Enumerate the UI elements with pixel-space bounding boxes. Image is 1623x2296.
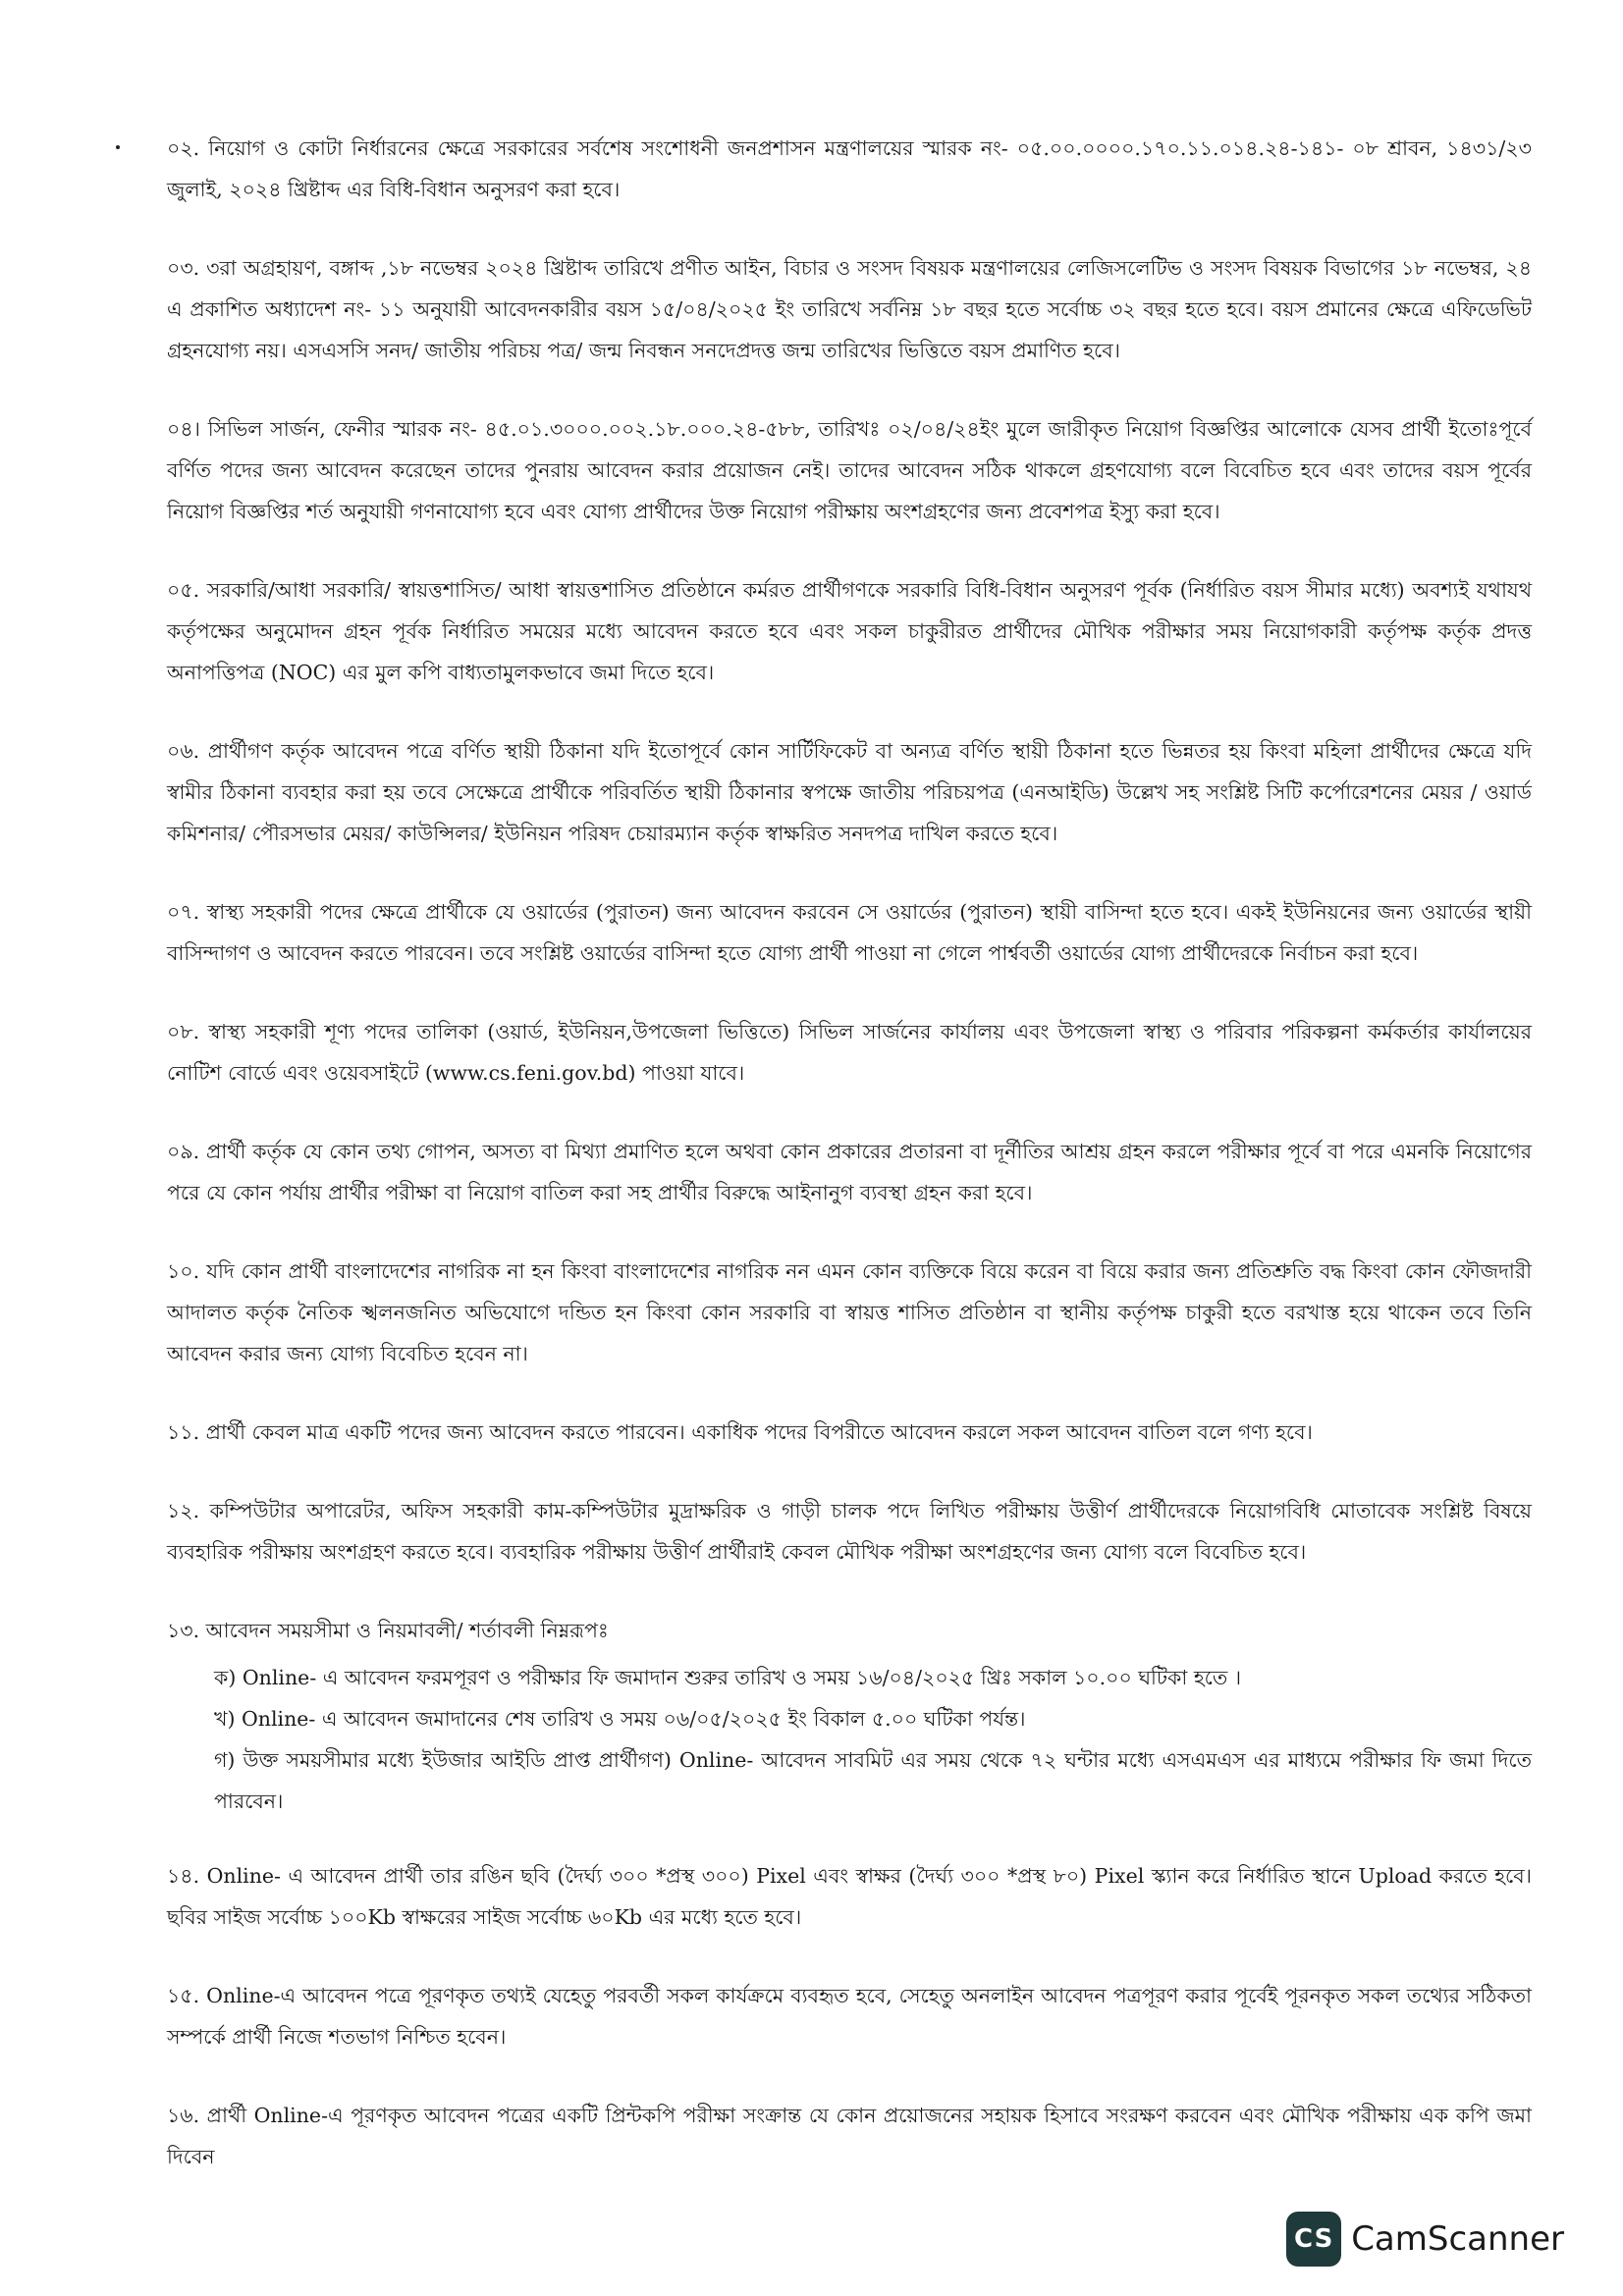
document-body: [167, 128, 1532, 2215]
clause-11: ১১. প্রার্থী কেবল মাত্র একটি পদের জন্য আবেদন করতে পারবেন। একাধিক পদের বিপরীতে আবেদন করলে সকল আবেদন বাতিল বলে গণ্য হবে।: [167, 1420, 1313, 1444]
clause-13: [167, 1610, 1532, 1822]
camscanner-label: CamScanner: [1351, 2219, 1564, 2259]
clause-13-item-ka: ক) Online- এ আবেদন ফরমপূরণ ও পরীক্ষার ফি জমাদান শুরুর তারিখ ও সময় ১৬/০৪/২০২৫ খ্রিঃ সকাল ১০.০০ ঘটিকা হতে ।: [214, 1666, 1242, 1689]
clause-12: ১২. কম্পিউটার অপারেটর, অফিস সহকারী কাম-কম্পিউটার মুদ্রাক্ষরিক ও গাড়ী চালক পদে লিখিত পরীক্ষায় উত্তীর্ণ প্রার্থীদেরকে নিয়োগবিধি মোতাবেক সংশ্লিষ্ট বিষয়ে ব্যবহারিক পরীক্ষায় অংশগ্রহণ করতে হবে। ব্যবহারিক পরীক্ষায় উত্তীর্ণ প্রার্থীরাই কেবল মৌখিক পরীক্ষা অংশগ্রহণের জন্য যোগ্য বলে বিবেচিত হবে।: [167, 1499, 1532, 1564]
clause-09: ০৯. প্রার্থী কর্তৃক যে কোন তথ্য গোপন, অসত্য বা মিথ্যা প্রমাণিত হলে অথবা কোন প্রকারের প্রতারনা বা দূর্নীতির আশ্রয় গ্রহন করলে পরীক্ষার পূর্বে বা পরে এমনকি নিয়োগের পরে যে কোন পর্যায় প্রার্থীর পরীক্ষা বা নিয়োগ বাতিল করা সহ প্রার্থীর বিরুদ্ধে আইনানুগ ব্যবস্থা গ্রহন করা হবে।: [167, 1140, 1532, 1204]
clause-13-item-kha: খ) Online- এ আবেদন জমাদানের শেষ তারিখ ও সময় ০৬/০৫/২০২৫ ইং বিকাল ৫.০০ ঘটিকা পর্যন্ত।: [214, 1707, 1026, 1731]
camscanner-watermark: [1286, 2212, 1564, 2267]
clause-13-heading: ১৩. আবেদন সময়সীমা ও নিয়মাবলী/ শর্তাবলী নিম্নরূপঃ: [167, 1619, 609, 1642]
clause-08: ০৮. স্বাস্থ্য সহকারী শূণ্য পদের তালিকা (ওয়ার্ড, ইউনিয়ন,উপজেলা ভিত্তিতে) সিভিল সার্জনের কার্যালয় এবং উপজেলা স্বাস্থ্য ও পরিবার পরিকল্পনা কর্মকর্তার কার্যালয়ের নোটিশ বোর্ডে এবং ওয়েবসাইটে (www.cs.feni.gov.bd) পাওয়া যাবে।: [167, 1020, 1532, 1085]
clause-06: ০৬. প্রার্থীগণ কর্তৃক আবেদন পত্রে বর্ণিত স্থায়ী ঠিকানা যদি ইতোপূর্বে কোন সার্টিফিকেট বা অন্যত্র বর্ণিত স্থায়ী ঠিকানা হতে ভিন্নতর হয় কিংবা মহিলা প্রার্থীদের ক্ষেত্রে যদি স্বামীর ঠিকানা ব্যবহার করা হয় তবে সেক্ষেত্রে প্রার্থীকে পরিবর্তিত স্থায়ী ঠিকানার স্বপক্ষে জাতীয় পরিচয়পত্র (এনআইডি) উল্লেখ সহ সংশ্লিষ্ট সিটি কর্পোরেশনের মেয়র / ওয়ার্ড কমিশনার/ পৌরসভার মেয়র/ কাউন্সিলর/ ইউনিয়ন পরিষদ চেয়ারম্যান কর্তৃক স্বাক্ষরিত সনদপত্র দাখিল করতে হবে।: [167, 739, 1532, 845]
clause-02: ০২. নিয়োগ ও কোটা নির্ধারনের ক্ষেত্রে সরকারের সর্বশেষ সংশোধনী জনপ্রশাসন মন্ত্রণালয়ের স্মারক নং- ০৫.০০.০০০০.১৭০.১১.০১৪.২৪-১৪১- ০৮ শ্রাবন, ১৪৩১/২৩ জুলাই, ২০২৪ খ্রিষ্টাব্দ এর বিধি-বিধান অনুসরণ করা হবে।: [167, 136, 1532, 201]
clause-13-item-ga: গ) উক্ত সময়সীমার মধ্যে ইউজার আইডি প্রাপ্ত প্রার্থীগণ) Online- আবেদন সাবমিট এর সময় থেকে ৭২ ঘন্টার মধ্যে এসএমএস এর মাধ্যমে পরীক্ষার ফি জমা দিতে পারবেন।: [214, 1748, 1532, 1813]
clause-14: ১৪. Online- এ আবেদন প্রার্থী তার রঙিন ছবি (দৈর্ঘ্য ৩০০ *প্রস্থ ৩০০) Pixel এবং স্বাক্ষর (দৈর্ঘ্য ৩০০ *প্রস্থ ৮০) Pixel স্ক্যান করে নির্ধারিত স্থানে Upload করতে হবে। ছবির সাইজ সর্বোচ্চ ১০০Kb স্বাক্ষরের সাইজ সর্বোচ্চ ৬০Kb এর মধ্যে হতে হবে।: [167, 1864, 1532, 1929]
clause-15: ১৫. Online-এ আবেদন পত্রে পূরণকৃত তথ্যই যেহেতু পরবর্তী সকল কার্যক্রমে ব্যবহৃত হবে, সেহেতু অনলাইন আবেদন পত্রপূরণ করার পূর্বেই পূরনকৃত সকল তথ্যের সঠিকতা সম্পর্কে প্রার্থী নিজে শতভাগ নিশ্চিত হবেন।: [167, 1984, 1532, 2049]
clause-10: ১০. যদি কোন প্রার্থী বাংলাদেশের নাগরিক না হন কিংবা বাংলাদেশের নাগরিক নন এমন কোন ব্যক্তিকে বিয়ে করেন বা বিয়ে করার জন্য প্রতিশ্রুতি বদ্ধ কিংবা কোন ফৌজদারী আদালত কর্তৃক নৈতিক স্খলনজনিত অভিযোগে দন্ডিত হন কিংবা কোন সরকারি বা স্বায়ত্ত শাসিত প্রতিষ্ঠান বা স্থানীয় কর্তৃপক্ষ চাকুরী হতে বরখাস্ত হয়ে থাকেন তবে তিনি আবেদন করার জন্য যোগ্য বিবেচিত হবেন না।: [167, 1259, 1532, 1365]
clause-03: ০৩. ৩রা অগ্রহায়ণ, বঙ্গাব্দ ,১৮ নভেম্বর ২০২৪ খ্রিষ্টাব্দ তারিখে প্রণীত আইন, বিচার ও সংসদ বিষয়ক মন্ত্রণালয়ের লেজিসলেটিভ ও সংসদ বিষয়ক বিভাগের ১৮ নভেম্বর, ২৪ এ প্রকাশিত অধ্যাদেশ নং- ১১ অনুযায়ী আবেদনকারীর বয়স ১৫/০৪/২০২৫ ইং তারিখে সর্বনিম্ন ১৮ বছর হতে সর্বোচ্চ ৩২ বছর হতে হবে। বয়স প্রমানের ক্ষেত্রে এফিডেভিট গ্রহনযোগ্য নয়। এসএসসি সনদ/ জাতীয় পরিচয় পত্র/ জন্ম নিবন্ধন সনদেপ্রদত্ত জন্ম তারিখের ভিত্তিতে বয়স প্রমাণিত হবে।: [167, 256, 1532, 362]
clause-04: ০৪। সিভিল সার্জন, ফেনীর স্মারক নং- ৪৫.০১.৩০০০.০০২.১৮.০০০.২৪-৫৮৮, তারিখঃ ০২/০৪/২৪ইং মুলে জারীকৃত নিয়োগ বিজ্ঞপ্তির আলোকে যেসব প্রার্থী ইতোঃপূর্বে বর্ণিত পদের জন্য আবেদন করেছেন তাদের পুনরায় আবেদন করার প্রয়োজন নেই। তাদের আবেদন সঠিক থাকলে গ্রহণযোগ্য বলে বিবেচিত হবে এবং তাদের বয়স পূর্বের নিয়োগ বিজ্ঞপ্তির শর্ত অনুযায়ী গণনাযোগ্য হবে এবং যোগ্য প্রার্থীদের উক্ত নিয়োগ পরীক্ষায় অংশগ্রহণের জন্য প্রবেশপত্র ইস্যু করা হবে।: [167, 417, 1532, 523]
clause-05: ০৫. সরকারি/আধা সরকারি/ স্বায়ত্তশাসিত/ আধা স্বায়ত্তশাসিত প্রতিষ্ঠানে কর্মরত প্রার্থীগণকে সরকারি বিধি-বিধান অনুসরণ পূর্বক (নির্ধারিত বয়স সীমার মধ্যে) অবশ্যই যথাযথ কর্তৃপক্ষের অনুমোদন গ্রহন পূর্বক নির্ধারিত সময়ের মধ্যে আবেদন করতে হবে এবং সকল চাকুরীরত প্রার্থীদের মৌখিক পরীক্ষার সময় নিয়োগকারী কর্তৃপক্ষ কর্তৃক প্রদত্ত অনাপত্তিপত্র (NOC) এর মুল কপি বাধ্যতামুলকভাবে জমা দিতে হবে।: [167, 578, 1532, 684]
clause-07: ০৭. স্বাস্থ্য সহকারী পদের ক্ষেত্রে প্রার্থীকে যে ওয়ার্ডের (পুরাতন) জন্য আবেদন করবেন সে ওয়ার্ডের (পুরাতন) স্থায়ী বাসিন্দা হতে হবে। একই ইউনিয়নের জন্য ওয়ার্ডের স্থায়ী বাসিন্দাগণ ও আবেদন করতে পারবেন। তবে সংশ্লিষ্ট ওয়ার্ডের বাসিন্দা হতে যোগ্য প্রার্থী পাওয়া না গেলে পার্শ্ববর্তী ওয়ার্ডের যোগ্য প্রার্থীদেরকে নির্বাচন করা হবে।: [167, 900, 1532, 965]
clause-16: ১৬. প্রার্থী Online-এ পূরণকৃত আবেদন পত্রের একটি প্রিন্টকপি পরীক্ষা সংক্রান্ত যে কোন প্রয়োজনের সহায়ক হিসাবে সংরক্ষণ করবেন এবং মৌখিক পরীক্ষায় এক কপি জমা দিবেন: [167, 2104, 1532, 2168]
margin-dot: [116, 145, 120, 149]
camscanner-logo-icon: CS: [1286, 2212, 1341, 2267]
